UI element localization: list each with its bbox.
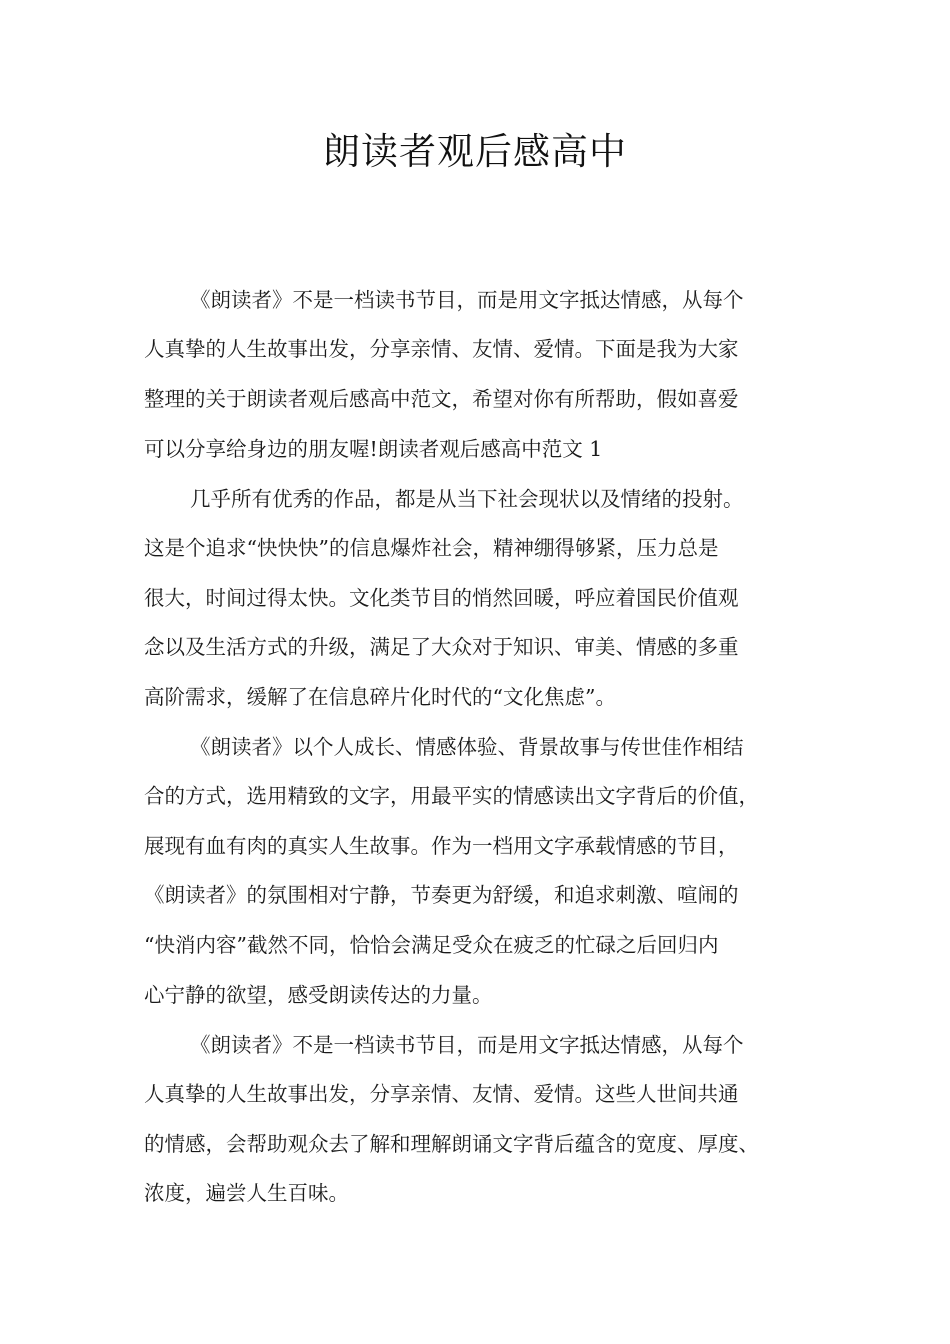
page-title: 朗读者观后感高中: [323, 130, 627, 173]
body-line: “快消内容”截然不同，恰恰会满足受众在疲乏的忙碌之后回归内: [144, 933, 719, 957]
body-line: 念以及生活方式的升级，满足了大众对于知识、审美、情感的多重: [144, 635, 739, 659]
body-line: 整理的关于朗读者观后感高中范文，希望对你有所帮助，假如喜爱: [144, 387, 739, 411]
body-line: 很大，时间过得太快。文化类节目的悄然回暖，呼应着国民价值观: [144, 586, 739, 610]
body-line: 的情感，会帮助观众去了解和理解朗诵文字背后蕴含的宽度、厚度、: [144, 1132, 759, 1156]
body-line: 展现有血有肉的真实人生故事。作为一档用文字承载情感的节目，: [144, 834, 739, 858]
body-line: 《朗读者》的氛围相对宁静，节奏更为舒缓，和追求刺激、喧闹的: [144, 883, 739, 907]
body-line: 高阶需求，缓解了在信息碎片化时代的“文化焦虑”。: [144, 685, 616, 709]
body-line: 《朗读者》不是一档读书节目，而是用文字抵达情感，从每个: [190, 1033, 744, 1057]
body-line: 浓度，遍尝人生百味。: [144, 1181, 349, 1205]
body-line: 人真挚的人生故事出发，分享亲情、友情、爱情。下面是我为大家: [144, 337, 739, 361]
body-line: 几乎所有优秀的作品，都是从当下社会现状以及情绪的投射。: [190, 487, 744, 511]
body-line: 人真挚的人生故事出发，分享亲情、友情、爱情。这些人世间共通: [144, 1082, 739, 1106]
body-line: 心宁静的欲望，感受朗读传达的力量。: [144, 983, 493, 1007]
body-line: 《朗读者》不是一档读书节目，而是用文字抵达情感，从每个: [190, 288, 744, 312]
body-line: 《朗读者》以个人成长、情感体验、背景故事与传世佳作相结: [190, 735, 744, 759]
body-line: 合的方式，选用精致的文字，用最平实的情感读出文字背后的价值，: [144, 784, 759, 808]
body-line: 可以分享给身边的朋友喔!朗读者观后感高中范文 1: [144, 437, 603, 461]
body-line: 这是个追求“快快快”的信息爆炸社会，精神绷得够紧，压力总是: [144, 536, 719, 560]
